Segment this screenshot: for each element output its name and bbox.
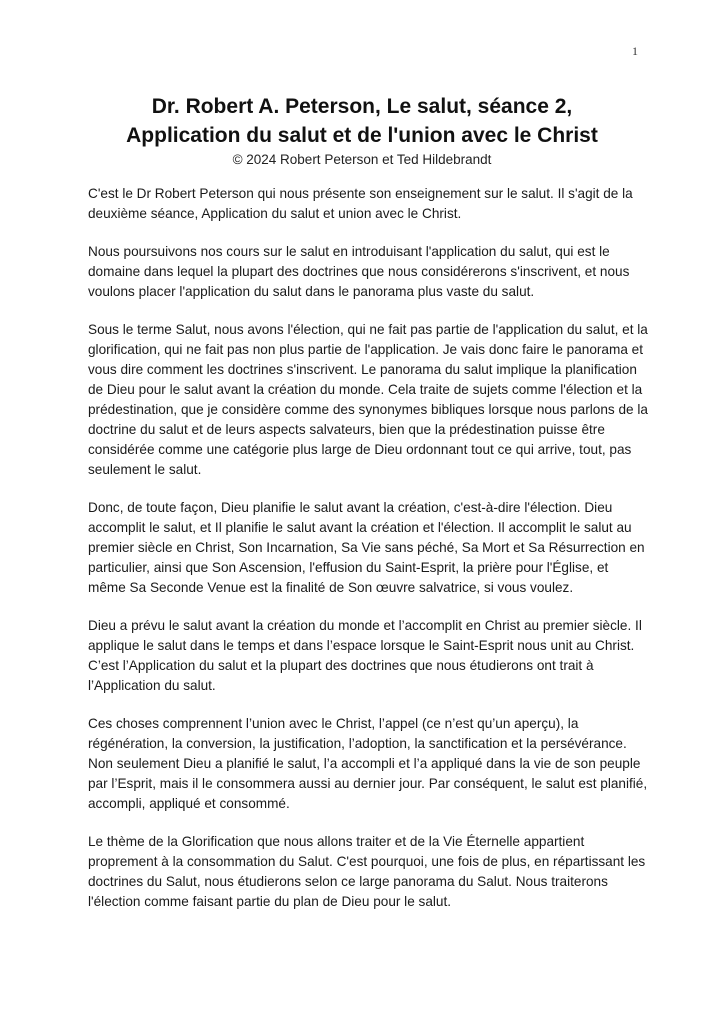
copyright-notice: © 2024 Robert Peterson et Ted Hildebrandt xyxy=(232,152,492,167)
paragraph: Ces choses comprennent l’union avec le Christ, l’appel (ce n’est qu’un aperçu), la régénération, la conversion, la justification, l’adoption, la sanctification et la persévérance. Non seulement Dieu a planifié le salut, l’a accompli et l’a appliqué dans la vie de son peuple par l’Esprit, mais il le consommera aussi au dernier jour. Par conséquent, le salut est planifié, accompli, appliqué et consommé. xyxy=(88,716,648,811)
paragraph: Donc, de toute façon, Dieu planifie le salut avant la création, c'est-à-dire l'élection. Dieu accomplit le salut, et Il planifie le salut avant la création et l'élection. Il accomplit le salut au premier siècle en Christ, Son Incarnation, Sa Vie sans péché, Sa Mort et Sa Résurrection en particulier, ainsi que Son Ascension, l'effusion du Saint-Esprit, la prière pour l'Église, et même Sa Seconde Venue est la finalité de Son œuvre salvatrice, si vous voulez. xyxy=(88,500,645,595)
document-body xyxy=(88,184,648,930)
page-number: 1 xyxy=(632,44,638,58)
title-line-2: Application du salut et de l'union avec le Christ xyxy=(126,124,598,147)
paragraph: Nous poursuivons nos cours sur le salut en introduisant l'application du salut, qui est le domaine dans lequel la plupart des doctrines que nous considérerons s'inscrivent, et nous voulons placer l'application du salut dans le panorama plus vaste du salut. xyxy=(88,244,630,299)
paragraph: Sous le terme Salut, nous avons l'élection, qui ne fait pas partie de l'application du salut, et la glorification, qui ne fait pas non plus partie de l'application. Je vais donc faire le panorama et vous dire comment les doctrines s'inscrivent. Le panorama du salut implique la planification de Dieu pour le salut avant la création du monde. Cela traite de sujets comme l'élection et la prédestination, que je considère comme des synonymes bibliques lorsque nous parlons de la doctrine du salut et de leurs aspects salvateurs, bien que la prédestination puisse être considérée comme une catégorie plus large de Dieu ordonnant tout ce qui arrive, tout, pas seulement le salut. xyxy=(88,322,648,477)
paragraph: Le thème de la Glorification que nous allons traiter et de la Vie Éternelle appartient proprement à la consommation du Salut. C'est pourquoi, une fois de plus, en répartissant les doctrines du Salut, nous étudierons selon ce large panorama du Salut. Nous traiterons l'élection comme faisant partie du plan de Dieu pour le salut. xyxy=(88,834,646,909)
document-header xyxy=(0,92,724,170)
title-line-1: Dr. Robert A. Peterson, Le salut, séance 2, xyxy=(151,95,573,118)
paragraph: C'est le Dr Robert Peterson qui nous présente son enseignement sur le salut. Il s'agit de la deuxième séance, Application du salut et union avec le Christ. xyxy=(88,186,633,221)
document-title xyxy=(0,92,724,150)
paragraph: Dieu a prévu le salut avant la création du monde et l’accomplit en Christ au premier siècle. Il applique le salut dans le temps et dans l’espace lorsque le Saint-Esprit nous unit au Christ. C’est l’Application du salut et la plupart des doctrines que nous étudierons ont trait à l’Application du salut. xyxy=(88,618,642,693)
